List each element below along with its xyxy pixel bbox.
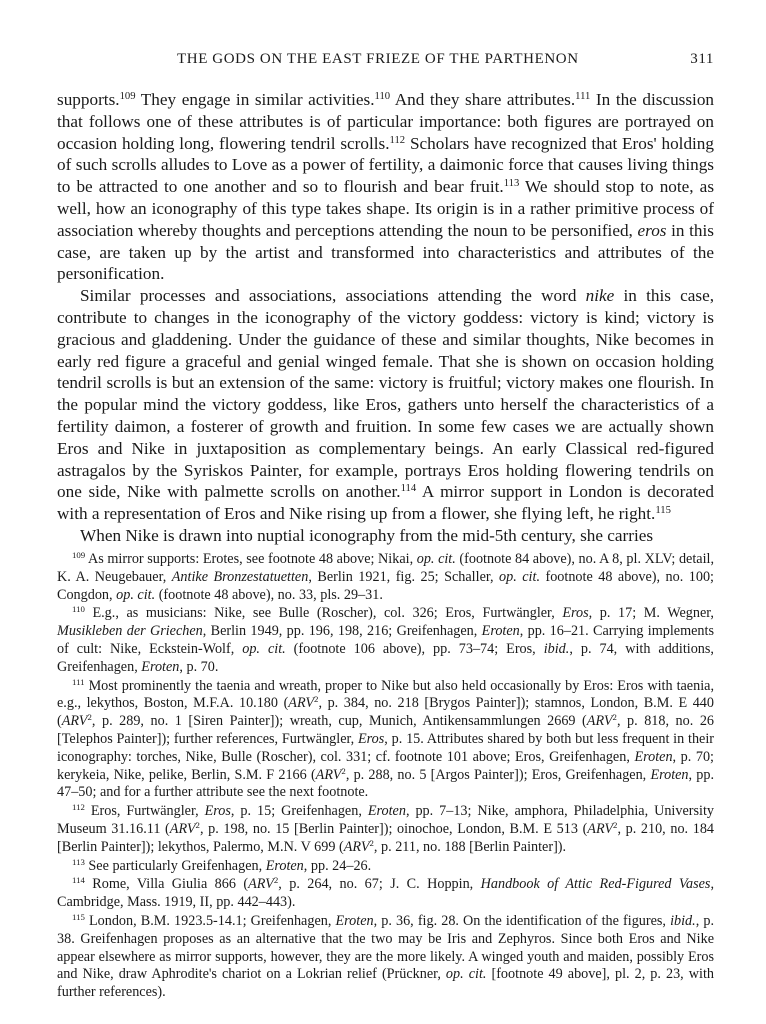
- footnote-ref[interactable]: 112: [389, 134, 406, 146]
- footnote-ref[interactable]: 113: [503, 178, 520, 190]
- body-text: [57, 89, 714, 547]
- footnote-112: $^{112}$ Eros, Furtwängler, Eros, p. 15; Greifenhagen, Eroten, pp. 7–13; Nike, amphora, Philadelphia, University Museum 31.16.11 (ARV$^2$, p. 198, no. 15 [Berlin Painter]); oinochoe, London, B.M. E 513 (ARV$^2$, p. 210, no. 184 [Berlin Painter]); lekythos, Palermo, M.N. V 699 (ARV$^2$, p. 211, no. 188 [Berlin Painter]).: [57, 802, 715, 855]
- footnote-ref[interactable]: 115: [655, 505, 671, 517]
- footnote-ref[interactable]: 111: [575, 91, 591, 103]
- footnote-ref[interactable]: 110: [374, 91, 391, 103]
- footnote-ref[interactable]: 114: [400, 483, 417, 495]
- running-title: THE GODS ON THE EAST FRIEZE OF THE PARTHENON: [177, 51, 579, 67]
- footnote-114: $^{114}$ Rome, Villa Giulia 866 (ARV$^2$, p. 264, no. 67; J. C. Hoppin, Handbook of Attic Red-Figured Vases, Cambridge, Mass. 1919, II, pp. 442–443).: [57, 875, 714, 911]
- footnote-109: $^{109}$ As mirror supports: Erotes, see footnote 48 above; Nikai, op. cit. (footnote 84 above), no. A 8, pl. XLV; detail, K. A. Neugebauer, Antike Bronzestatuetten, Berlin 1921, fig. 25; Schaller, op. cit. footnote 48 above), no. 100; Congdon, op. cit. (footnote 48 above), no. 33, pls. 29–31.: [57, 550, 715, 603]
- footnote-110: $^{110}$ E.g., as musicians: Nike, see Bulle (Roscher), col. 326; Eros, Furtwängler, Eros, p. 17; M. Wegner, Musikleben der Griechen, Berlin 1949, pp. 196, 198, 216; Greifenhagen, Eroten, pp. 16–21. Carrying implements of cult: Nike, Eckstein-Wolf, op. cit. (footnote 106 above), pp. 73–74; Eros, ibid., p. 74, with additions, Greifenhagen, Eroten, p. 70.: [57, 604, 714, 675]
- footnote-111: $^{111}$ Most prominently the taenia and wreath, proper to Nike but also held occasionally by Eros: Eros with taenia, e.g., lekythos, Boston, M.F.A. 10.180 (ARV$^2$, p. 384, no. 218 [Brygos Painter]); stamnos, London, B.M. E 440 (ARV$^2$, p. 289, no. 1 [Siren Painter]); wreath, cup, Munich, Antikensammlungen 2669 (ARV$^2$, p. 818, no. 26 [Telephos Painter]); further references, Furtwängler, Eros, p. 15. Attributes shared by both but less frequent in their iconography: torches, Nike, Bulle (Roscher), col. 331; cf. footnote 101 above; Eros, Greifenhagen, Eroten, p. 70; kerykeia, Nike, pelike, Berlin, S.M. F 2166 (ARV$^2$, p. 288, no. 5 [Argos Painter]); Eros, Greifenhagen, Eroten, pp. 47–50; and for a further attribute see the next footnote.: [57, 676, 715, 801]
- paragraph-3: When Nike is drawn into nuptial iconography from the mid-5th century, she carries: [80, 525, 654, 545]
- paragraph-2: Similar processes and associations, associations attending the word nike in this case, contribute to changes in the iconography of the victory goddess: victory is kind; victory is gracious and gladdening. Under the guidance of these and similar thoughts, Nike becomes in early red figure a graceful and genial winged female. That she is shown on occasion holding tendril scrolls is but an extension of the same: victory is fruitful; victory makes one flourish. In the popular mind the victory goddess, like Eros, gathers unto herself the characteristics of a fertility daimon, a fosterer of growth and fruition. In some few cases we are actually shown Eros and Nike in juxtaposition as complementary beings. An early Classical red-figured astragalos by the Syriskos Painter, for example, portrays Eros holding flowering tendrils on one side, Nike with palmette scrolls on another.$^{114}$ A mirror support in London is decorated with a representation of Eros and Nike rising up from a flower, she flying left, he right.$^{115}$: [57, 286, 714, 524]
- page-number: 311: [690, 51, 714, 67]
- footnote-115: $^{115}$ London, B.M. 1923.5-14.1; Greifenhagen, Eroten, p. 36, fig. 28. On the identification of the figures, ibid., p. 38. Greifenhagen proposes as an alternative that the two may be Iris and Zephyros. Since both Eros and Nike appear elsewhere as mirror supports, however, they are the more likely. A winged youth and maiden, possibly Eros and Nike, draw Aphrodite's chariot on a Lokrian relief (Prückner, op. cit. [footnote 49 above], pl. 2, p. 23, with further references).: [57, 912, 714, 1001]
- page: [57, 0, 714, 1024]
- paragraph-1: supports.$^{109}$ They engage in similar activities.$^{110}$ And they share attributes.$^{111}$ In the discussion that follows one of these attributes is of particular importance: both figures are portrayed on occasion holding long, flowering tendril scrolls.$^{112}$ Scholars have recognized that Eros' holding of such scrolls alludes to Love as a power of fertility, a daimonic force that causes living things to be attracted to one another and so to flourish and bear fruit.$^{113}$ We should stop to note, as well, how an iconography of this type takes shape. Its origin is in a rather primitive process of association whereby thoughts and perceptions attending the noun to be personified, eros in this case, are taken up by the artist and transformed into characteristics and attributes of the personification.: [57, 90, 715, 284]
- running-header: [57, 51, 714, 73]
- footnote-113: $^{113}$ See particularly Greifenhagen, Eroten, pp. 24–26.: [72, 856, 372, 874]
- footnotes: [57, 551, 714, 1003]
- footnote-ref[interactable]: 109: [119, 91, 136, 103]
